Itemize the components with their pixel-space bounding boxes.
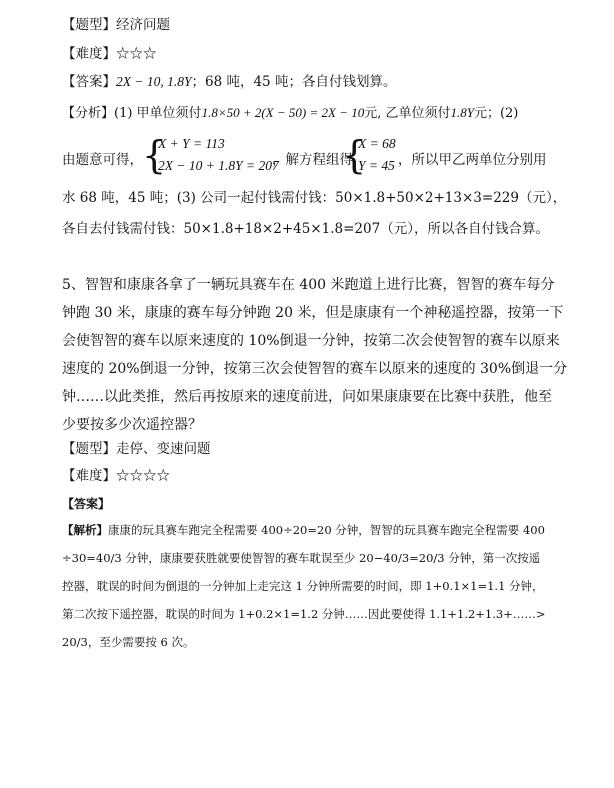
solution-system bbox=[342, 134, 402, 180]
each-line: 各自去付钱需付钱：50×1.8+18×2+45×1.8=207（元），所以各自付钱合算。 bbox=[62, 221, 549, 237]
solution-line: 控器，耽误的时间为倒退的一分钟加上走完这 1 分钟所需要的时间，即 1+0.1×1=1.1 分钟， bbox=[62, 579, 544, 593]
system-eq2: 2X − 10 + 1.8Y = 207 bbox=[158, 158, 279, 173]
answer-math: 2X − 10, 1.8Y bbox=[116, 74, 192, 89]
analysis-math: 1.8×50 + 2(X − 50) = 2X − 10 bbox=[201, 105, 365, 120]
type-line-2: 【题型】走停、变速问题 bbox=[62, 441, 211, 457]
solution-line: 第二次按下遥控器，耽误的时间为 1+0.2×1=1.2 分钟……因此要使得 1.1+1.2+1.3+……> bbox=[62, 607, 546, 621]
question-line: 速度的 20%倒退一分钟，按第三次会使智智的赛车以原来的速度的 30%倒退一分 bbox=[62, 361, 568, 377]
difficulty-line-2: 【难度】☆☆☆☆ bbox=[62, 468, 170, 484]
system-prefix: 由题意可得， bbox=[62, 152, 143, 168]
brace-icon: { bbox=[342, 133, 367, 177]
analysis-end: 元；(2) bbox=[473, 106, 519, 121]
solution-label: 【解析】 bbox=[62, 523, 108, 537]
water-line: 水 68 吨，45 吨；(3) 公司一起付钱需付钱：50×1.8+50×2+13×3=229（元）， bbox=[62, 190, 567, 206]
system-eq1: X + Y = 113 bbox=[158, 136, 225, 151]
solution-eq1: X = 68 bbox=[358, 136, 396, 151]
analysis-mid: 元, 乙单位须付 bbox=[364, 106, 451, 121]
answer-label: 【答案】 bbox=[62, 74, 116, 90]
answer-label-2: 【答案】 bbox=[62, 497, 111, 511]
question-line: 会使智智的赛车以原来速度的 10%倒退一分钟，按第二次会使智智的赛车以原来 bbox=[62, 333, 560, 349]
analysis-prefix: 【分析】(1) 甲单位须付 bbox=[62, 106, 202, 121]
solution-line bbox=[62, 521, 545, 539]
question-line: 少要按多少次遥控器？ bbox=[62, 417, 202, 433]
solution-line: 20/3，至少需要按 6 次。 bbox=[62, 635, 195, 649]
answer-line-1 bbox=[62, 73, 396, 91]
answer-rest: ；68 吨，45 吨；各自付钱划算。 bbox=[191, 74, 397, 90]
difficulty-line-1: 【难度】☆☆☆ bbox=[62, 46, 157, 62]
analysis-math2: 1.8Y bbox=[450, 105, 474, 120]
question-line: 钟跑 30 米，康康的赛车每分钟跑 20 米，但是康康有一个神秘遥控器，按第一下 bbox=[62, 305, 564, 321]
solution-text: 康康的玩具赛车跑完全程需要 400÷20=20 分钟，智智的玩具赛车跑完全程需要 400 bbox=[108, 523, 545, 537]
analysis-line-1 bbox=[62, 104, 518, 123]
system-end: ，所以甲乙两单位分别用 bbox=[398, 152, 547, 168]
type-line-1: 【题型】经济问题 bbox=[62, 17, 170, 33]
solution-eq2: Y = 45 bbox=[358, 158, 395, 173]
solution-line: ÷30=40/3 分钟，康康要获胜就要使智智的赛车耽误至少 20−40/3=20/3 分钟，第一次按遥 bbox=[62, 551, 541, 565]
system-mid: ，解方程组得 bbox=[272, 152, 353, 168]
equation-system bbox=[142, 133, 279, 180]
brace-icon: { bbox=[142, 133, 167, 177]
question-line: 钟……以此类推，然后再按原来的速度前进，问如果康康要在比赛中获胜，他至 bbox=[62, 389, 552, 405]
question-line: 5、智智和康康各拿了一辆玩具赛车在 400 米跑道上进行比赛，智智的赛车每分 bbox=[62, 277, 555, 293]
